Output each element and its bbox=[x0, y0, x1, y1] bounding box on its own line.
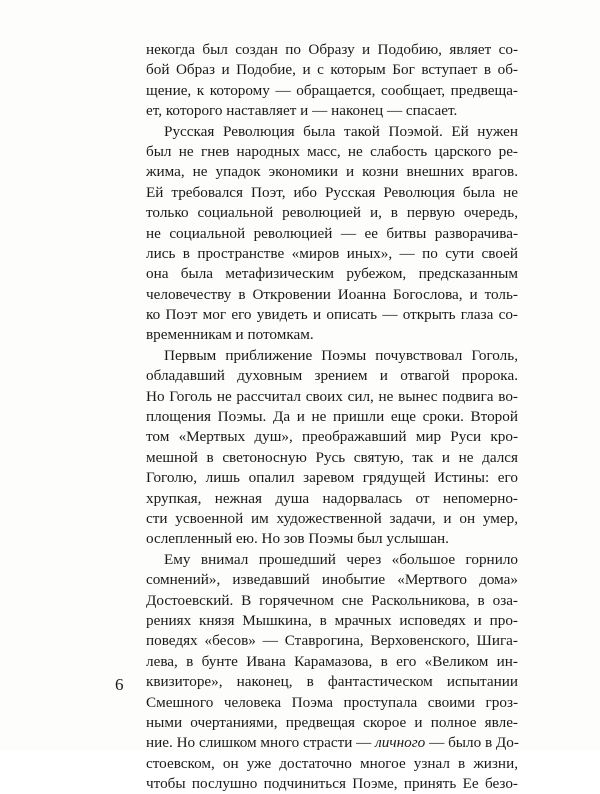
page-number: 6 bbox=[115, 675, 124, 694]
text-line: ными очертаниями, предвещая скорое и полное явле- bbox=[146, 713, 518, 731]
text-line: рениях князя Мышкина, в мрачных исповедях и про- bbox=[146, 611, 518, 629]
text-line: том «Мертвых душ», преображавший мир Руси кро- bbox=[146, 428, 518, 446]
text-line: Но Гоголь не рассчитал своих сил, не вынес подвига во- bbox=[146, 387, 518, 405]
text-line bbox=[146, 733, 518, 753]
text-line: человечеству в Откровении Иоанна Богослова, и толь- bbox=[146, 285, 518, 303]
text-line: временникам и потомкам. bbox=[146, 326, 314, 344]
text-line: ко Поэт мог его увидеть и описать — открыть глаза со- bbox=[146, 306, 518, 324]
text-line: щение, к которому — обращается, сообщает, предвеща- bbox=[146, 81, 518, 99]
text-line: жима, не упадок экономики и козни внешних врагов. bbox=[146, 163, 518, 181]
text-line: поведях «бесов» — Ставрогина, Верховенского, Шига- bbox=[146, 632, 518, 650]
text-line: Достоевский. В горячечном сне Раскольникова, в оза- bbox=[146, 591, 518, 609]
text-line: мешной в светоносную Русь святую, так и не дался bbox=[146, 448, 518, 466]
text-line: Смешного человека Поэма проступала своими гроз- bbox=[146, 693, 518, 711]
text-line: Гоголю, лишь опалил заревом грядущей Истины: его bbox=[146, 469, 518, 487]
text-line: чтобы послушно подчиниться Поэме, принять Ее безо- bbox=[146, 775, 518, 793]
text-line: площения Поэмы. Да и не пришли еще сроки. Второй bbox=[146, 408, 518, 426]
text-line: только социальной революцией и, в первую очередь, bbox=[146, 204, 518, 222]
text-line: хрупкая, нежная душа надорвалась от непомерно- bbox=[146, 489, 518, 507]
text-line: сомнений», изведавший инобытие «Мертвого дома» bbox=[146, 571, 518, 589]
text-segment: ние. Но слишком много страсти — bbox=[146, 734, 376, 752]
text-line: лись в пространстве «миров иных», — по сути своей bbox=[146, 244, 518, 262]
text-line: Первым приближение Поэмы почувствовал Гоголь, bbox=[164, 346, 518, 364]
text-line: ет, которого наставляет и — наконец — спасает. bbox=[146, 102, 458, 120]
text-line: не социальной революцией — ее битвы разворачива- bbox=[146, 224, 518, 242]
text-line: сти усвоенной им художественной задачи, и он умер, bbox=[146, 509, 518, 527]
text-line: Русская Революция была такой Поэмой. Ей нужен bbox=[164, 122, 518, 140]
text-line: Ей требовался Поэт, ибо Русская Революция была не bbox=[146, 183, 518, 201]
text-segment: — было в До- bbox=[425, 734, 519, 752]
text-line: обладавший духовным зрением и отвагой пророка. bbox=[146, 367, 518, 385]
body-text bbox=[146, 40, 518, 794]
text-line: квизиторе», наконец, в фантастическом испытании bbox=[146, 673, 518, 691]
italic-word: личного bbox=[375, 734, 426, 752]
text-line: некогда был создан по Образу и Подобию, являет со- bbox=[146, 41, 518, 58]
text-line: бой Образ и Подобие, и с которым Бог вступает в об- bbox=[146, 61, 518, 79]
text-line: был не гнев народных масс, не слабость царского ре- bbox=[146, 142, 518, 160]
text-line: Ему внимал прошедший через «большое горнило bbox=[164, 550, 518, 568]
text-line: стоевском, он уже достаточно многое узнал в жизни, bbox=[146, 754, 518, 772]
text-line: ослепленный ею. Но зов Поэмы был услышан. bbox=[146, 530, 449, 548]
text-line: она была метафизическим рубежом, предсказанным bbox=[146, 265, 518, 283]
text-line: лева, в бунте Ивана Карамазова, в его «Великом ин- bbox=[146, 652, 518, 670]
